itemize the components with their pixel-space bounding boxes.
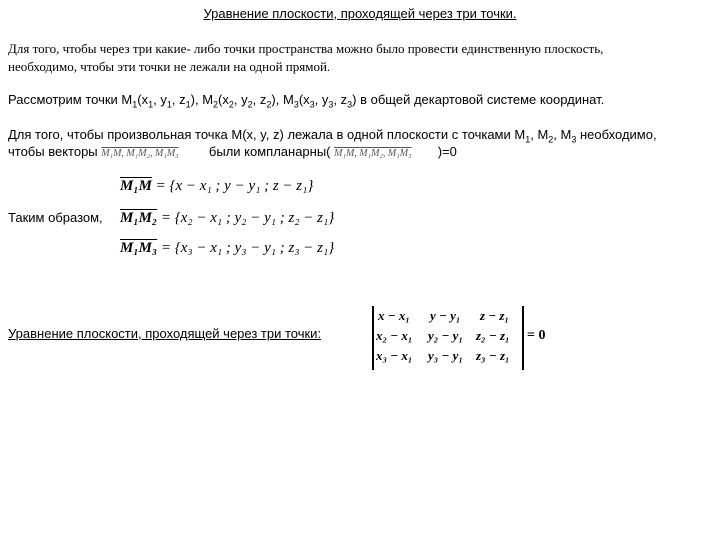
determinant-matrix <box>372 306 562 372</box>
matrix-cell: y₃ − y₁ <box>428 348 463 363</box>
matrix-cell: y₂ − y₁ <box>428 328 463 343</box>
matrix-cell: z₂ − z₁ <box>476 328 510 343</box>
vector-m1m-equation: M₁M = {x − x₁ ; y − y₁ ; z − z₁} <box>120 178 314 194</box>
matrix-cell: x − x₁ <box>378 308 410 323</box>
matrix-cell: x₂ − x₁ <box>376 328 413 343</box>
intro-paragraph <box>8 40 712 76</box>
determinant-right-bar <box>522 306 524 370</box>
intro-line-2: необходимо, чтобы эти точки не лежали на одной прямой. <box>8 59 331 74</box>
thus-label: Таким образом, <box>8 210 103 225</box>
coplanar-inline-formula: M₁M, M₁M₂, M₁M₃ <box>334 148 412 159</box>
page-title: Уравнение плоскости, проходящей через три точки. <box>203 6 517 21</box>
matrix-cell: z − z₁ <box>480 308 510 323</box>
matrix-cell: x₃ − x₁ <box>376 348 413 363</box>
condition-line-2: чтобы векторы M₁M, M₁M₂, M₁M₃ были компланарны( M₁M, M₁M₂, M₁M₃ )=0 <box>8 144 457 159</box>
matrix-cell: y − y₁ <box>430 308 461 323</box>
vector-m1m2-equation: M₁M₂ = {x₂ − x₁ ; y₂ − y₁ ; z₂ − z₁} <box>120 210 335 226</box>
equals-zero: = 0 <box>527 328 546 343</box>
plane-equation-label: Уравнение плоскости, проходящей через три точки: <box>8 326 322 341</box>
intro-line-1: Для того, чтобы через три какие- либо точки пространства можно было провести единственную плоскость, <box>8 41 604 56</box>
consider-points-line: Рассмотрим точки $M_1(x_1$, $y_1$, $z_1$), $M_2(x_2$, $y_2$, $z_2$), $M_3(x_3$, $y_3$, $z_3$) в общей декартовой системе координат. <box>8 92 605 110</box>
matrix-cell: z₃ − z₁ <box>476 348 510 363</box>
vectors-inline-formula: M₁M, M₁M₂, M₁M₃ <box>101 148 179 159</box>
condition-line-1: Для того, чтобы произвольная точка M(x, y, z) лежала в одной плоскости с точками $M_1$, $M_2$, $M_3$ необходимо, <box>8 127 657 145</box>
determinant-left-bar <box>372 306 374 370</box>
vector-m1m3-equation: M₁M₃ = {x₃ − x₁ ; y₃ − y₁ ; z₃ − z₁} <box>120 240 335 256</box>
